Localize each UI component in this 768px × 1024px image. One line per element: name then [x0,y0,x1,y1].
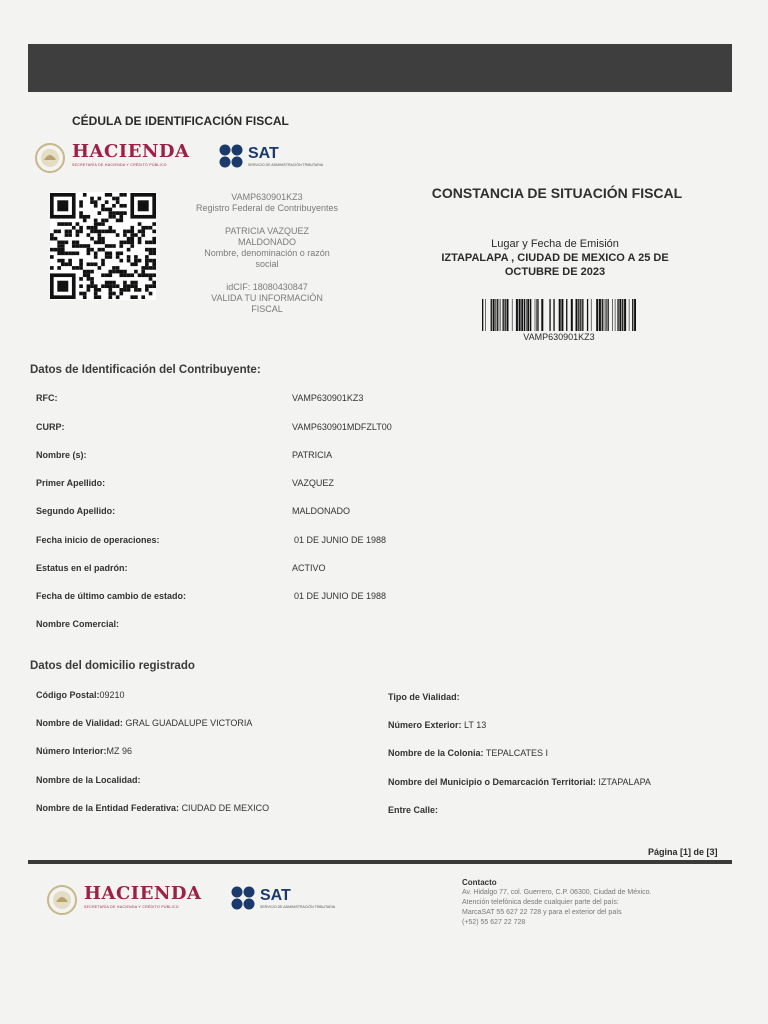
id-value: PATRICIA [292,450,333,460]
logo-row [34,140,354,176]
domicilio-row [388,777,651,787]
domicilio-value: GRAL GUADALUPE VICTORIA [125,718,253,728]
emision-label: Lugar y Fecha de Emisión [491,238,619,250]
card-name-caption-line1: Nombre, denominación o razón [204,248,330,258]
id-value: VAMP630901KZ3 [292,393,364,403]
domicilio-row [388,720,486,730]
id-label: RFC: [36,393,58,403]
domicilio-row [388,748,548,758]
domicilio-row [36,775,141,785]
domicilio-row [36,718,252,728]
domicilio-label: Código Postal: [36,690,100,700]
taxpayer-card [172,192,362,315]
card-name-line2: MALDONADO [237,237,296,247]
emision-lugar-line1: IZTAPALAPA , CIUDAD DE MEXICO A 25 DE [441,252,669,264]
qr-code-icon[interactable] [50,192,156,300]
footer-rule [28,860,732,864]
domicilio-row [388,805,438,815]
id-value: MALDONADO [292,506,351,516]
id-label: Nombre (s): [36,450,87,460]
domicilio-label: Tipo de Vialidad: [388,692,460,702]
hacienda-logo: HACIENDA [72,141,190,162]
document-title: CÉDULA DE IDENTIFICACIÓN FISCAL [72,114,289,128]
domicilio-label: Nombre del Municipio o Demarcación Territorial: [388,777,596,787]
domicilio-value: MZ 96 [106,746,133,756]
card-idcif: idCIF: 18080430847 [226,282,308,292]
domicilio-label: Número Interior: [36,746,107,756]
domicilio-row [36,803,269,813]
id-value: 01 DE JUNIO DE 1988 [294,591,387,601]
id-value: VAZQUEZ [292,478,334,488]
id-label: Segundo Apellido: [36,506,116,516]
contact-block [462,878,742,928]
card-rfc: VAMP630901KZ3 [231,192,303,202]
contact-line: Atención telefónica desde cualquier parte del país: [462,899,619,906]
sat-subtitle: SERVICIO DE ADMINISTRACIÓN TRIBUTARIA [248,163,324,167]
id-label: Fecha de último cambio de estado: [36,591,187,601]
id-label: Nombre Comercial: [36,619,120,629]
domicilio-value: TEPALCATES I [485,748,549,758]
domicilio-value: 09210 [99,690,125,700]
id-value: VAMP630901MDFZLT00 [292,422,392,432]
domicilio-section-title: Datos del domicilio registrado [30,660,195,672]
domicilio-label: Entre Calle: [388,805,439,815]
emision-block [410,237,700,279]
card-name-line1: PATRICIA VAZQUEZ [224,226,309,236]
domicilio-label: Nombre de la Entidad Federativa: [36,803,180,813]
sat-logo-icon [218,143,244,169]
emision-lugar-line2: OCTUBRE DE 2023 [504,266,606,278]
domicilio-label: Nombre de Vialidad: [36,718,123,728]
card-valida-line1: VALIDA TU INFORMACIÓN [211,293,323,303]
barcode-text: VAMP630901KZ3 [523,332,595,342]
barcode-icon [482,299,636,331]
sat-logo: SAT [248,145,279,162]
contact-line: MarcaSAT 55 627 22 728 y para el exterior del país [462,909,622,916]
contact-title: Contacto [462,878,497,887]
footer-logo-row [46,882,366,918]
domicilio-value: IZTAPALAPA [598,777,651,787]
page-indicator: Página [1] de [3] [648,847,718,857]
constancia-heading: CONSTANCIA DE SITUACIÓN FISCAL [431,185,683,201]
sat-logo: SAT [260,887,291,904]
domicilio-label: Nombre de la Colonia: [388,748,484,758]
id-label: Primer Apellido: [36,478,106,488]
hacienda-subtitle: SECRETARÍA DE HACIENDA Y CRÉDITO PÚBLICO [84,905,179,909]
domicilio-label: Número Exterior: [388,720,462,730]
mexico-seal-icon [34,142,66,174]
card-rfc-caption: Registro Federal de Contribuyentes [195,203,339,213]
domicilio-value: LT 13 [464,720,487,730]
sat-logo-icon [230,885,256,911]
contact-line: (+52) 55 627 22 728 [462,919,526,926]
id-label: CURP: [36,422,65,432]
hacienda-subtitle: SECRETARÍA DE HACIENDA Y CRÉDITO PÚBLICO [72,163,167,167]
domicilio-label: Nombre de la Localidad: [36,775,141,785]
header-band [28,44,732,92]
identificacion-section-title: Datos de Identificación del Contribuyente: [30,364,261,376]
hacienda-logo: HACIENDA [84,883,202,904]
card-name-caption-line2: social [255,259,279,269]
id-value: ACTIVO [292,563,326,573]
id-label: Estatus en el padrón: [36,563,128,573]
domicilio-value: CIUDAD DE MEXICO [181,803,270,813]
id-value: 01 DE JUNIO DE 1988 [294,535,387,545]
mexico-seal-icon [46,884,78,916]
domicilio-row [388,692,460,702]
card-valida-line2: FISCAL [251,304,283,314]
id-label: Fecha inicio de operaciones: [36,535,160,545]
sat-subtitle: SERVICIO DE ADMINISTRACIÓN TRIBUTARIA [260,905,336,909]
contact-line: Av. Hidalgo 77, col. Guerrero, C.P. 06300, Ciudad de México. [462,889,652,896]
domicilio-row [36,746,132,756]
domicilio-row [36,690,125,700]
